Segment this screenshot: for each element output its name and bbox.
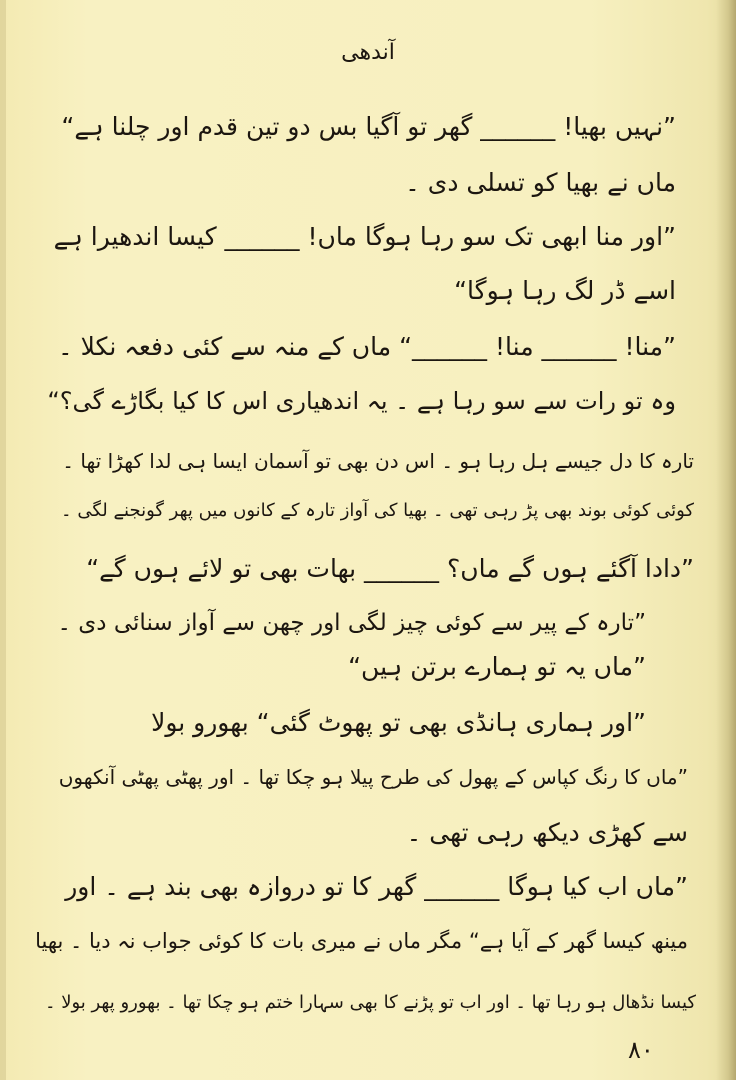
text-line-1: ”نہیں بھیا! ______ گھر تو آگیا بس دو تین قدم اور چلنا ہے“ bbox=[61, 112, 676, 141]
text-line-11: ”ماں یہ تو ہمارے برتن ہیں“ bbox=[348, 652, 646, 681]
text-line-10: ”تارہ کے پیر سے کوئی چیز لگی اور چھن سے آواز سنائی دی ۔ bbox=[57, 610, 646, 636]
text-line-3: ”اور منا ابھی تک سو رہا ہوگا ماں! ______ کیسا اندھیرا ہے bbox=[53, 222, 676, 251]
text-line-2: ماں نے بھیا کو تسلی دی ۔ bbox=[405, 168, 676, 197]
text-line-7: تارہ کا دل جیسے ہل رہا ہو ۔ اس دن بھی تو آسمان ایسا ہی لدا کھڑا تھا ۔ bbox=[62, 449, 694, 473]
text-line-5: ”منا! ______ منا! ______“ ماں کے منہ سے کئی دفعہ نکلا ۔ bbox=[58, 332, 676, 361]
page-left-edge bbox=[0, 0, 6, 1080]
text-line-13: ”ماں کا رنگ کپاس کے پھول کی طرح پیلا ہو چکا تھا ۔ اور پھٹی پھٹی آنکھوں bbox=[58, 765, 688, 789]
chapter-title: آندھی bbox=[341, 40, 395, 65]
page-number: ۸۰ bbox=[628, 1036, 654, 1064]
text-line-4: اسے ڈر لگ رہا ہوگا“ bbox=[454, 276, 676, 305]
text-line-15: ”ماں اب کیا ہوگا ______ گھر کا تو دروازہ بھی بند ہے ۔ اور bbox=[65, 872, 688, 901]
text-line-16: مینھ کیسا گھر کے آیا ہے“ مگر ماں نے میری بات کا کوئی جواب نہ دیا ۔ بھیا bbox=[35, 929, 688, 953]
text-line-8: کوئی کوئی بوند بھی پڑ رہی تھی ۔ بھیا کی آواز تارہ کے کانوں میں پھر گونجنے لگی ۔ bbox=[61, 500, 694, 521]
text-line-14: سے کھڑی دیکھ رہی تھی ۔ bbox=[406, 818, 688, 847]
text-line-12: ”اور ہماری ہانڈی بھی تو پھوٹ گئی“ بھورو بولا bbox=[151, 708, 646, 737]
page-spine-shadow bbox=[716, 0, 736, 1080]
text-line-6: وہ تو رات سے سو رہا ہے ۔ یہ اندھیاری اس کا کیا بگاڑے گی؟“ bbox=[47, 387, 676, 415]
text-line-17: کیسا نڈھال ہو رہا تھا ۔ اور اب تو پڑنے کا بھی سہارا ختم ہو چکا تھا ۔ بھورو پھر بولا ۔ bbox=[44, 992, 696, 1013]
text-line-9: ”دادا آگئے ہوں گے ماں؟ ______ بھات بھی تو لائے ہوں گے“ bbox=[86, 554, 694, 583]
